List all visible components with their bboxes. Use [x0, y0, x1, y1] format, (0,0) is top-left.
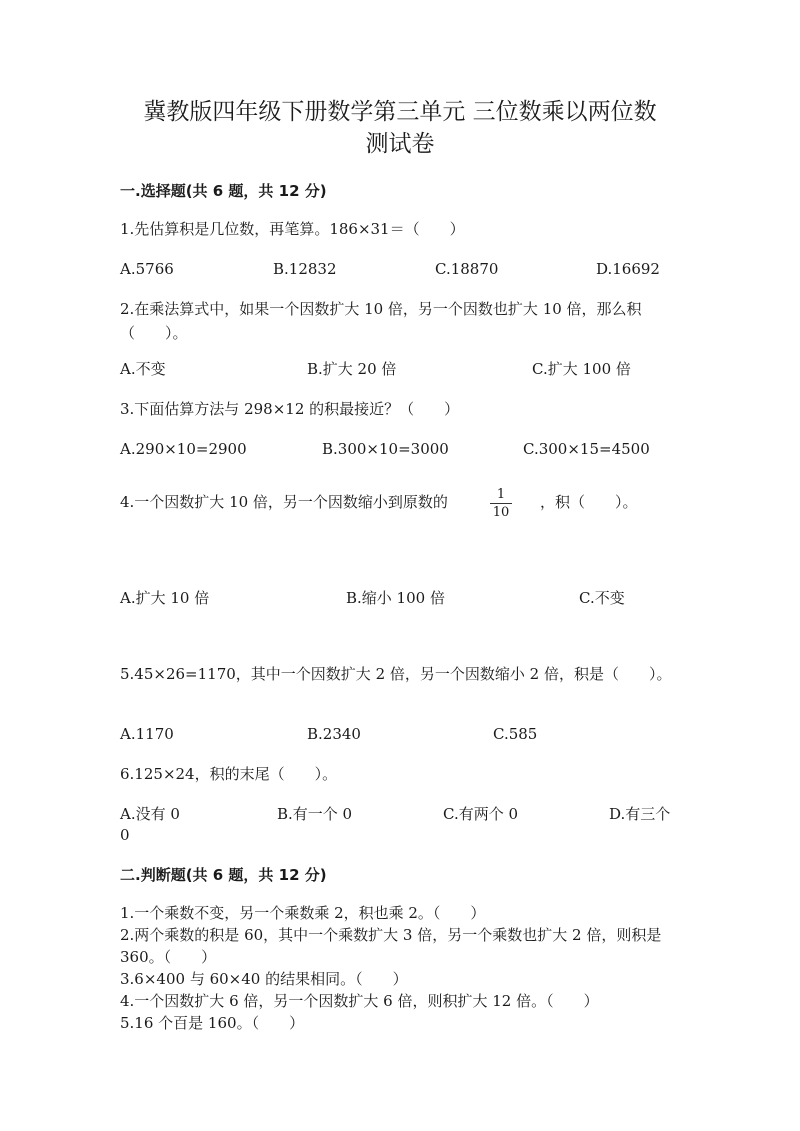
q4-option-c[interactable]: C.不变: [579, 589, 625, 607]
q2-option-b[interactable]: B.扩大 20 倍: [307, 360, 397, 378]
q2-option-c[interactable]: C.扩大 100 倍: [532, 360, 631, 378]
q3-option-b[interactable]: B.300×10=3000: [322, 440, 449, 458]
q5-option-a[interactable]: A.1170: [120, 725, 174, 743]
fraction-bar: [490, 503, 512, 504]
q4-option-b[interactable]: B.缩小 100 倍: [346, 589, 445, 607]
section-1-heading: 一.选择题(共 6 题，共 12 分): [120, 182, 327, 200]
q6-option-a[interactable]: A.没有 0: [120, 805, 180, 823]
q3-option-a[interactable]: A.290×10=2900: [120, 440, 247, 458]
q1-option-b[interactable]: B.12832: [273, 260, 337, 278]
q1-option-a[interactable]: A.5766: [120, 260, 174, 278]
q6-option-c[interactable]: C.有两个 0: [443, 805, 519, 823]
section-2-heading: 二.判断题(共 6 题，共 12 分): [120, 866, 327, 884]
q1-option-c[interactable]: C.18870: [435, 260, 499, 278]
title-line-2: 测试卷: [365, 131, 435, 157]
question-2: 2.在乘法算式中，如果一个因数扩大 10 倍，另一个因数也扩大 10 倍，那么积（ ）。: [120, 300, 642, 342]
judgement-item-3: 3.6×400 与 60×40 的结果相同。（ ）: [120, 970, 408, 988]
fraction-denominator: 10: [492, 505, 510, 520]
q4-option-a[interactable]: A.扩大 10 倍: [120, 589, 210, 607]
question-6: 6.125×24，积的末尾（ ）。: [120, 765, 338, 783]
title-line-1: 冀教版四年级下册数学第三单元 三位数乘以两位数: [143, 99, 657, 125]
question-3: 3.下面估算方法与 298×12 的积最接近？（ ）: [120, 400, 460, 418]
q1-option-d[interactable]: D.16692: [596, 260, 660, 278]
question-5: 5.45×26=1170，其中一个因数扩大 2 倍，另一个因数缩小 2 倍，积是（ ）。: [120, 665, 672, 683]
judgement-item-5: 5.16 个百是 160。（ ）: [120, 1014, 305, 1032]
q5-option-b[interactable]: B.2340: [307, 725, 361, 743]
exam-title: [100, 96, 700, 160]
judgement-item-4: 4.一个因数扩大 6 倍，另一个因数扩大 6 倍，则积扩大 12 倍。（ ）: [120, 992, 599, 1010]
q2-option-a[interactable]: A.不变: [120, 360, 166, 378]
q5-option-c[interactable]: C.585: [493, 725, 538, 743]
judgement-item-1: 1.一个乘数不变，另一个乘数乘 2，积也乘 2。（ ）: [120, 904, 486, 922]
fraction-one-tenth: [490, 487, 512, 520]
question-1: 1.先估算积是几位数，再笔算。186×31＝（ ）: [120, 220, 465, 238]
q6-option-d[interactable]: D.有三个: [609, 805, 671, 823]
q3-option-c[interactable]: C.300×15=4500: [523, 440, 650, 458]
judgement-list: [120, 902, 680, 1034]
q6-option-d-wrap: 0: [120, 826, 130, 844]
judgement-item-2: 2.两个乘数的积是 60，其中一个乘数扩大 3 倍，另一个乘数也扩大 2 倍，则积是 360。（ ）: [120, 926, 662, 966]
fraction-numerator: 1: [496, 487, 506, 502]
q6-option-b[interactable]: B.有一个 0: [277, 805, 353, 823]
question-4-text: 4.一个因数扩大 10 倍，另一个因数缩小到原数的: [120, 493, 448, 511]
question-4-text-after: ，积（ ）。: [540, 493, 638, 511]
